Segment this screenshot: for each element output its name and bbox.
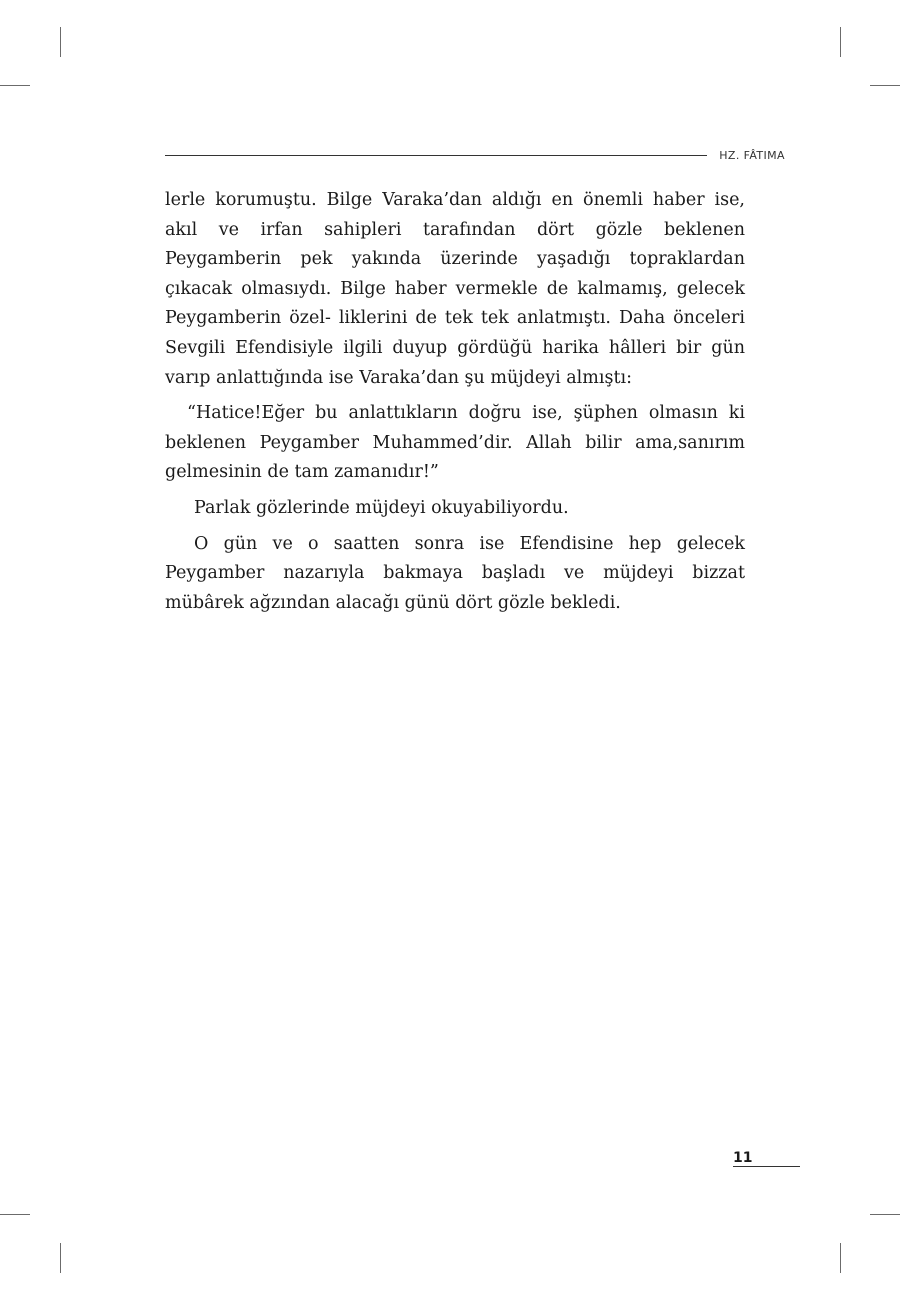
crop-mark-bottom-left-horizontal — [0, 1214, 30, 1215]
running-title: HZ. FÂTIMA — [719, 149, 785, 162]
body-text — [165, 186, 745, 618]
crop-mark-top-right-horizontal — [870, 85, 900, 86]
running-header — [165, 148, 785, 164]
page-number: 11 — [733, 1150, 753, 1166]
crop-mark-bottom-right-horizontal — [870, 1214, 900, 1215]
paragraph-1: lerle korumuştu. Bilge Varaka’dan aldığı en önemli haber ise, akıl ve irfan sahipleri tarafından dört gözle beklenen Peygamberin pek yakında üzerinde yaşadığı topraklardan çıkacak olmasıydı. Bilge haber vermekle de kalmamış, gelecek Peygamberin özel- liklerini de tek tek anlatmıştı. Daha önceleri Sevgili Efendisiyle ilgili duyup gördüğü harika hâlleri bir gün varıp anlattığında ise Varaka’dan şu müjdeyi almıştı: — [165, 190, 745, 388]
footer-rule — [733, 1166, 800, 1167]
crop-mark-top-left-vertical — [60, 27, 61, 57]
crop-mark-bottom-right-vertical — [840, 1243, 841, 1273]
paragraph-4: O gün ve o saatten sonra ise Efendisine hep gelecek Peygamber nazarıyla bakmaya başladı ve müjdeyi bizzat mübârek ağzından alacağı günü dört gözle bekledi. — [165, 533, 745, 613]
crop-mark-bottom-left-vertical — [60, 1243, 61, 1273]
paragraph-quote: “Hatice!Eğer bu anlattıkların doğru ise, şüphen olmasın ki beklenen Peygamber Muhammed’dir. Allah bilir ama,sanırım gelmesinin de tam zamanıdır!” — [165, 403, 745, 483]
crop-mark-top-right-vertical — [840, 27, 841, 57]
paragraph-3: Parlak gözlerinde müjdeyi okuyabiliyordu. — [194, 497, 569, 518]
crop-mark-top-left-horizontal — [0, 85, 30, 86]
header-rule — [165, 155, 707, 156]
